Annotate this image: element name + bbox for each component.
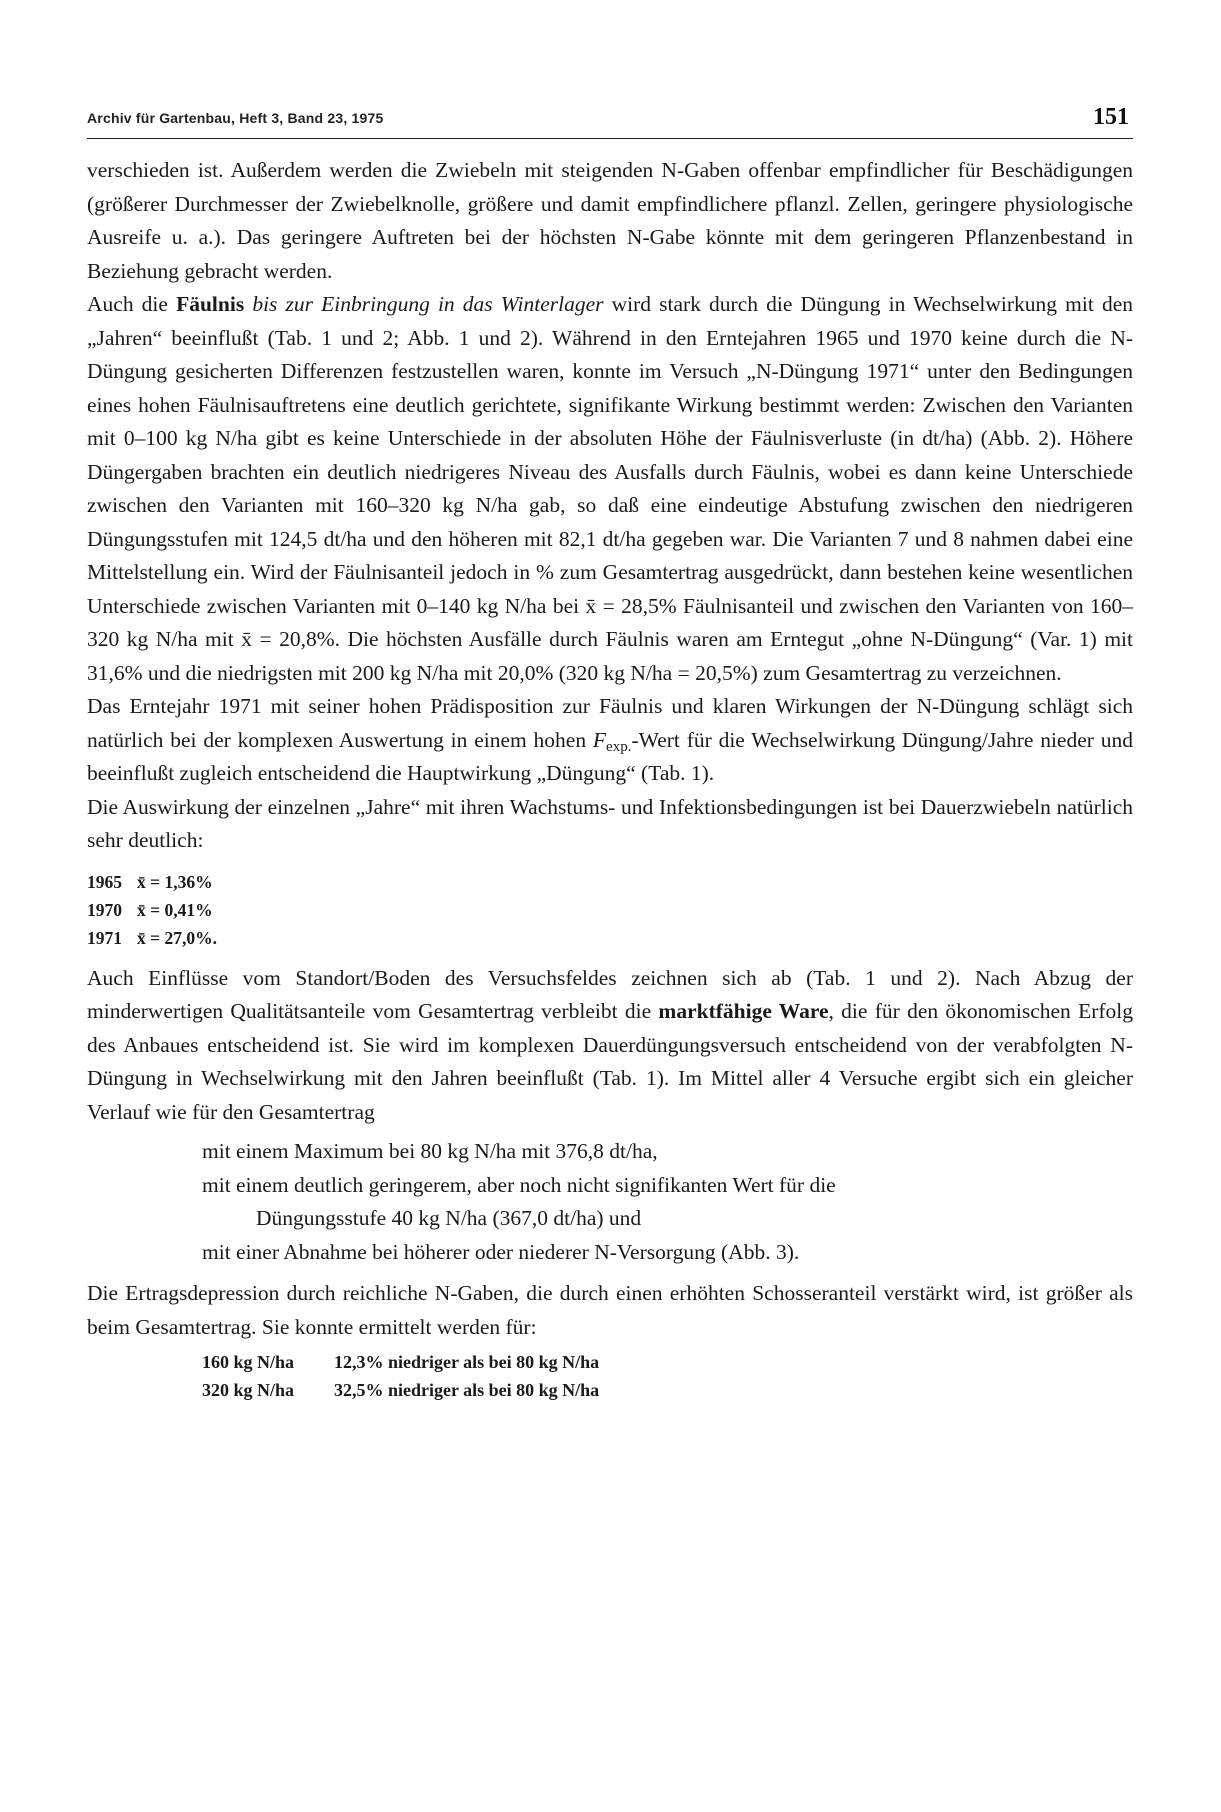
list-item <box>87 868 1133 896</box>
paragraph-5 <box>87 962 1133 1130</box>
yield-decrease-list <box>202 1348 1133 1404</box>
term-faeulnis: Fäulnis <box>176 292 245 316</box>
paragraph-3 <box>87 690 1133 791</box>
italic-phrase: bis zur Einbringung in das Winterlager <box>252 292 604 316</box>
journal-citation: Archiv für Gartenbau, Heft 3, Band 23, 1975 <box>87 110 384 126</box>
paragraph-2 <box>87 288 1133 690</box>
body-text <box>87 154 1133 1404</box>
trend-list <box>202 1135 1133 1269</box>
list-item <box>202 1376 1133 1404</box>
list-item: mit einem Maximum bei 80 kg N/ha mit 376,8 dt/ha, <box>202 1139 658 1163</box>
paragraph-5-body: , die für den ökonomischen Erfolg des Anbaues entscheidend ist. Sie wird im komplexen Dauerdüngungsversuch entscheidend von der verabfolgten N-Düngung in Wechselwirkung mit den Jahren beeinflußt (Tab. 1). Im Mittel aller 4 Versuche ergibt sich ein gleicher Verlauf wie für den Gesamtertrag <box>87 999 1134 1124</box>
list-item: mit einer Abnahme bei höherer oder niederer N-Versorgung (Abb. 3). <box>202 1239 800 1264</box>
list-item-continuation: Düngungsstufe 40 kg N/ha (367,0 dt/ha) und <box>256 1206 642 1230</box>
list-item <box>202 1348 1133 1376</box>
decrease-text: 32,5% niedriger als bei 80 kg N/ha <box>334 1380 600 1400</box>
paragraph-2-body: wird stark durch die Düngung in Wechselwirkung mit den „Jahren“ beeinflußt (Tab. 1 und 2; Abb. 1 und 2). Während in den Erntejahren 1965 und 1970 keine durch die N-Düngung gesicherten Differenzen festzustellen waren, konnte im Versuch „N-Düngung 1971“ unter den Bedingungen eines hohen Fäulnisauftretens eine deutlich gerichtete, signifikante Wirkung bestimmt werden: Zwischen den Varianten mit 0–100 kg N/ha gibt es keine Unterschiede in der absoluten Höhe der Fäulnisverluste (in dt/ha) (Abb. 2). Höhere Düngergaben brachten ein deutlich niedrigeres Niveau des Ausfalls durch Fäulnis, wobei es dann keine Unterschiede zwischen den Varianten mit 160–320 kg N/ha gab, so daß eine eindeutige Abstufung zwischen den niedrigeren Düngungsstufen mit 124,5 dt/ha und den höheren mit 82,1 dt/ha gegeben war. Die Varianten 7 und 8 nahmen dabei eine Mittelstellung ein. Wird der Fäulnisanteil jedoch in % zum Gesamtertrag ausgedrückt, dann bestehen keine wesentlichen Unterschiede zwischen Varianten mit 0–140 kg N/ha bei x̄ = 28,5% Fäulnisanteil und zwischen den Varianten von 160–320 kg N/ha mit x̄ = 20,8%. Die höchsten Ausfälle durch Fäulnis waren am Erntegut „ohne N-Düngung“ (Var. 1) mit 31,6% und die niedrigsten mit 200 kg N/ha mit 20,0% (320 kg N/ha = 20,5%) zum Gesamtertrag zu verzeichnen. <box>87 292 1134 685</box>
paragraph-3-body: -Wert für die Wechselwirkung Düngung/Jahre nieder und beeinflußt zugleich entscheidend die Hauptwirkung „Düngung“ (Tab. 1). <box>87 727 1133 785</box>
year-mean: x̄ = 27,0%. <box>137 927 217 948</box>
paragraph-3-lead: Das Erntejahr 1971 mit seiner hohen Prädisposition zur Fäulnis und klaren Wirkungen der N-Düngung schlägt sich natürlich bei der komplexen Auswertung in einem hohen <box>87 694 1133 752</box>
term-marktfaehige-ware: marktfähige Ware <box>658 999 829 1023</box>
paragraph-2-lead: Auch die <box>87 292 177 316</box>
n-amount: 320 kg N/ha <box>202 1380 295 1400</box>
list-item <box>87 896 1133 924</box>
paragraph-6: Die Ertragsdepression durch reichliche N-Gaben, die durch einen erhöhten Schosseranteil verstärkt wird, ist größer als beim Gesamtertrag. Sie konnte ermittelt werden für: <box>87 1281 1133 1339</box>
year-label: 1971 <box>87 927 122 948</box>
year-means-list <box>87 868 1133 952</box>
f-subscript: exp. <box>606 738 632 755</box>
year-mean: x̄ = 0,41% <box>137 899 213 920</box>
page-number: 151 <box>1093 104 1129 130</box>
f-symbol: F <box>592 727 607 752</box>
year-label: 1970 <box>87 899 122 920</box>
list-item: mit einem deutlich geringerem, aber noch nicht signifikanten Wert für die <box>202 1172 836 1197</box>
page-header <box>87 104 1133 139</box>
paragraph-4: Die Auswirkung der einzelnen „Jahre“ mit ihren Wachstums- und Infektionsbedingungen ist bei Dauerzwiebeln natürlich sehr deutlich: <box>87 794 1133 852</box>
year-label: 1965 <box>87 871 122 892</box>
n-amount: 160 kg N/ha <box>202 1352 295 1372</box>
paragraph-5-lead: Auch Einflüsse vom Standort/Boden des Versuchsfeldes zeichnen sich ab (Tab. 1 und 2). Nach Abzug der minderwertigen Qualitätsanteile vom Gesamtertrag verbleibt die <box>87 965 1133 1023</box>
decrease-text: 12,3% niedriger als bei 80 kg N/ha <box>334 1352 600 1372</box>
list-item <box>87 924 1133 952</box>
paragraph-1: verschieden ist. Außerdem werden die Zwiebeln mit steigenden N-Gaben offenbar empfindlicher für Beschädigungen (größerer Durchmesser der Zwiebelknolle, größere und damit empfindlichere pflanzl. Zellen, geringere physiologische Ausreife u. a.). Das geringere Auftreten bei der höchsten N-Gabe könnte mit dem geringeren Pflanzenbestand in Beziehung gebracht werden. <box>87 158 1133 283</box>
year-mean: x̄ = 1,36% <box>137 871 213 892</box>
